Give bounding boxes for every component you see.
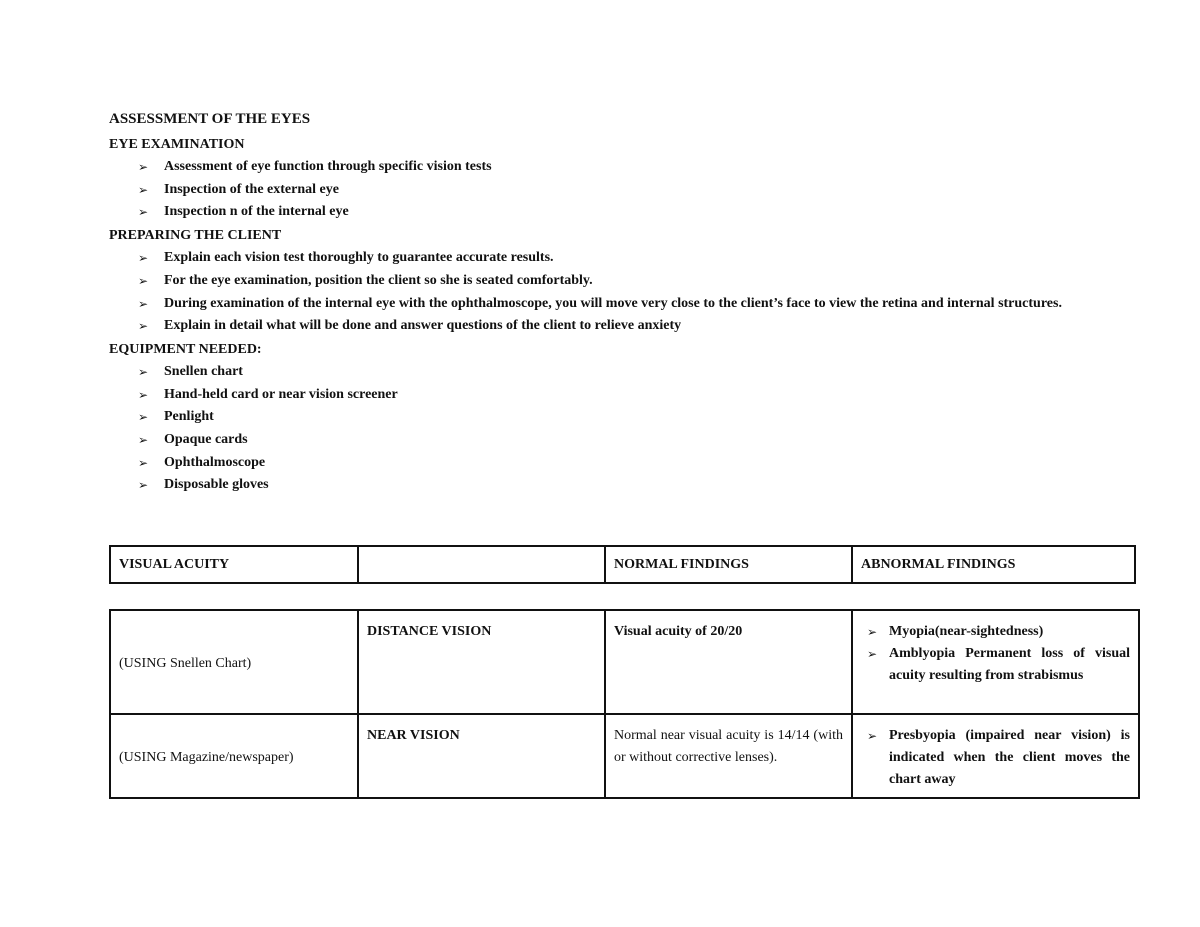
list-item: ➢ Explain each vision test thoroughly to guarantee accurate results. bbox=[109, 247, 1141, 270]
arrow-bullet-icon: ➢ bbox=[138, 296, 149, 311]
visual-acuity-header-table bbox=[109, 545, 1136, 584]
visual-acuity-findings-table bbox=[109, 609, 1140, 799]
test-cell: DISTANCE VISION bbox=[358, 610, 605, 714]
heading-preparing-client: PREPARING THE CLIENT bbox=[109, 228, 282, 244]
abnormal-finding-cell bbox=[852, 610, 1139, 714]
header-visual-acuity: VISUAL ACUITY bbox=[110, 546, 358, 583]
heading-equipment-needed: EQUIPMENT NEEDED: bbox=[109, 341, 262, 357]
preparing-client-list bbox=[109, 247, 1141, 338]
list-item: ➢ Explain in detail what will be done and answer questions of the client to relieve anxiety bbox=[109, 315, 1141, 338]
arrow-bullet-icon: ➢ bbox=[138, 319, 149, 334]
list-item: ➢ Opaque cards bbox=[109, 429, 1141, 452]
arrow-bullet-icon: ➢ bbox=[138, 387, 149, 402]
header-normal-findings: NORMAL FINDINGS bbox=[605, 546, 852, 583]
list-item: ➢ During examination of the internal eye with the ophthalmoscope, you will move very close to the client’s face to view the retina and internal structures. bbox=[109, 293, 1141, 316]
arrow-bullet-icon: ➢ bbox=[138, 433, 149, 448]
arrow-bullet-icon: ➢ bbox=[867, 647, 878, 661]
arrow-bullet-icon: ➢ bbox=[138, 160, 149, 174]
method-cell: (USING Magazine/newspaper) bbox=[110, 714, 358, 798]
table-row bbox=[110, 714, 1139, 798]
arrow-bullet-icon: ➢ bbox=[138, 251, 149, 266]
list-item: ➢ Hand-held card or near vision screener bbox=[109, 384, 1141, 407]
list-item: ➢ Snellen chart bbox=[109, 361, 1141, 384]
table-header-row bbox=[110, 546, 1135, 583]
table-row bbox=[110, 610, 1139, 714]
arrow-bullet-icon: ➢ bbox=[138, 478, 149, 493]
abnormal-findings-list bbox=[861, 725, 1130, 791]
list-item: ➢ Assessment of eye function through specific vision tests bbox=[109, 156, 1141, 179]
method-cell: (USING Snellen Chart) bbox=[110, 610, 358, 714]
arrow-bullet-icon: ➢ bbox=[138, 205, 149, 220]
document-page bbox=[109, 111, 1141, 497]
arrow-bullet-icon: ➢ bbox=[867, 625, 878, 639]
list-item: ➢ Inspection n of the internal eye bbox=[109, 201, 1141, 224]
list-item: ➢ Presbyopia (impaired near vision) is indicated when the client moves the chart away bbox=[861, 725, 1130, 791]
list-item: ➢ Amblyopia Permanent loss of visual acuity resulting from strabismus bbox=[861, 643, 1130, 687]
arrow-bullet-icon: ➢ bbox=[138, 410, 149, 425]
arrow-bullet-icon: ➢ bbox=[138, 364, 149, 379]
abnormal-findings-list bbox=[861, 621, 1130, 687]
equipment-list bbox=[109, 361, 1141, 497]
header-blank bbox=[358, 546, 605, 583]
test-cell: NEAR VISION bbox=[358, 714, 605, 798]
normal-finding-cell: Visual acuity of 20/20 bbox=[605, 610, 852, 714]
arrow-bullet-icon: ➢ bbox=[138, 273, 149, 288]
list-item: ➢ Inspection of the external eye bbox=[109, 179, 1141, 202]
list-item: ➢ Penlight bbox=[109, 406, 1141, 429]
list-item: ➢ Ophthalmoscope bbox=[109, 452, 1141, 475]
arrow-bullet-icon: ➢ bbox=[138, 182, 149, 197]
list-item: ➢ For the eye examination, position the client so she is seated comfortably. bbox=[109, 270, 1141, 293]
normal-finding-cell: Normal near visual acuity is 14/14 (with or without corrective lenses). bbox=[605, 714, 852, 798]
document-title: ASSESSMENT OF THE EYES bbox=[109, 111, 311, 127]
arrow-bullet-icon: ➢ bbox=[138, 455, 149, 470]
list-item: ➢ Myopia(near-sightedness) bbox=[861, 621, 1130, 643]
abnormal-finding-cell bbox=[852, 714, 1139, 798]
header-abnormal-findings: ABNORMAL FINDINGS bbox=[852, 546, 1135, 583]
eye-examination-list bbox=[109, 156, 1141, 224]
heading-eye-examination: EYE EXAMINATION bbox=[109, 137, 245, 152]
list-item: ➢ Disposable gloves bbox=[109, 474, 1141, 497]
arrow-bullet-icon: ➢ bbox=[867, 729, 878, 743]
